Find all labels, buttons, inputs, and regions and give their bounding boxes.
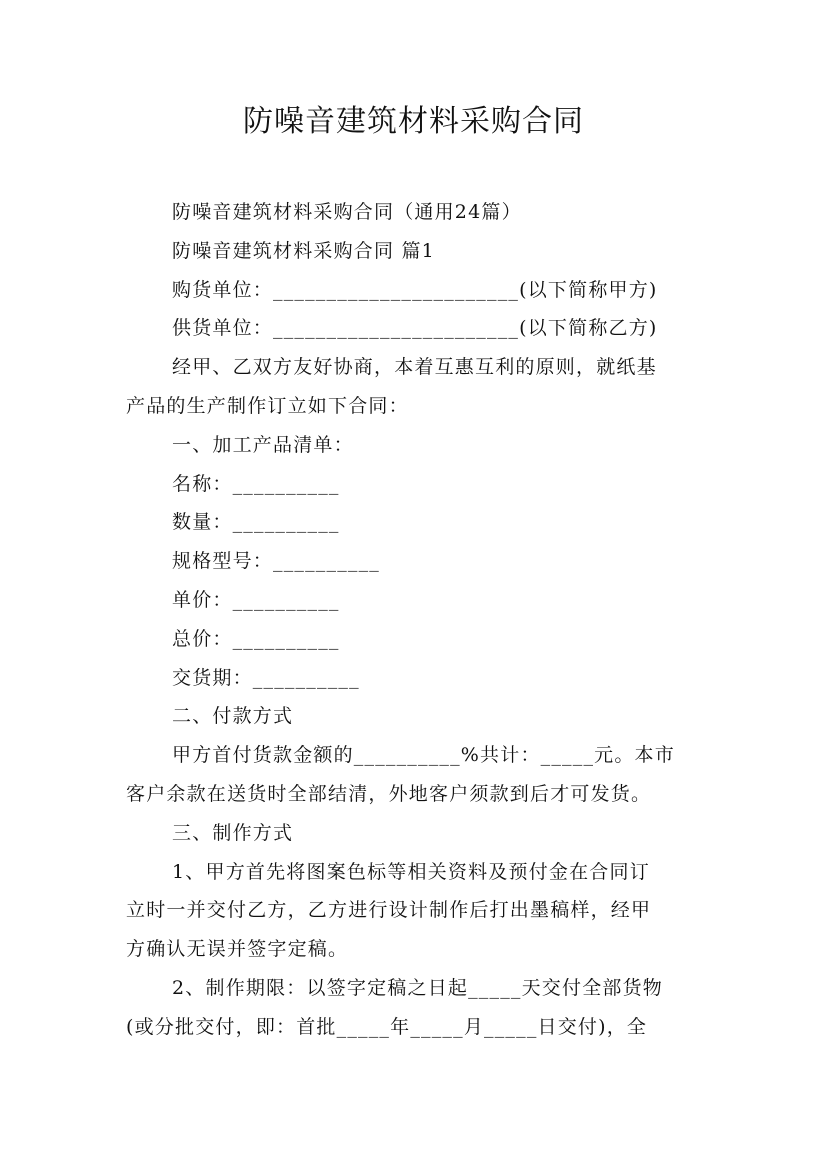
text-line: 立时一并交付乙方，乙方进行设计制作后打出墨稿样，经甲 [126,899,652,922]
document-body [126,193,714,1047]
text-line: 交货期：__________ [172,666,360,689]
text-line: 一、加工产品清单： [172,433,354,456]
text-line: 甲方首付货款金额的__________%共计：_____元。本市 [172,744,675,767]
text-line: 数量：__________ [172,511,340,534]
text-line: 2、制作期限：以签字定稿之日起_____天交付全部货物 [172,976,663,999]
text-line: 经甲、乙双方友好协商，本着互惠互利的原则，就纸基 [172,356,657,379]
text-line: 购货单位：_______________________(以下简称甲方) [172,278,658,301]
text-line: 总价：__________ [172,627,340,650]
text-line: 防噪音建筑材料采购合同（通用24篇） [172,201,522,223]
text-line: 规格型号：__________ [172,550,381,573]
text-line: 单价：__________ [172,588,340,611]
text-line: 方确认无误并签字定稿。 [126,938,349,961]
text-line: 产品的生产制作订立如下合同： [126,394,409,417]
text-line: 名称：__________ [172,472,340,495]
text-line: 供货单位：_______________________(以下简称乙方) [172,317,658,340]
document-title: 防噪音建筑材料采购合同 [243,104,584,139]
text-line: 防噪音建筑材料采购合同 篇1 [172,239,435,262]
text-line: (或分批交付，即：首批_____年_____月_____日交付)，全 [126,1015,648,1038]
text-line: 客户余款在送货时全部结清，外地客户须款到后才可发货。 [126,782,652,805]
text-line: 二、付款方式 [172,705,294,728]
text-line: 三、制作方式 [172,821,294,844]
text-line: 1、甲方首先将图案色标等相关资料及预付金在合同订 [172,860,650,883]
